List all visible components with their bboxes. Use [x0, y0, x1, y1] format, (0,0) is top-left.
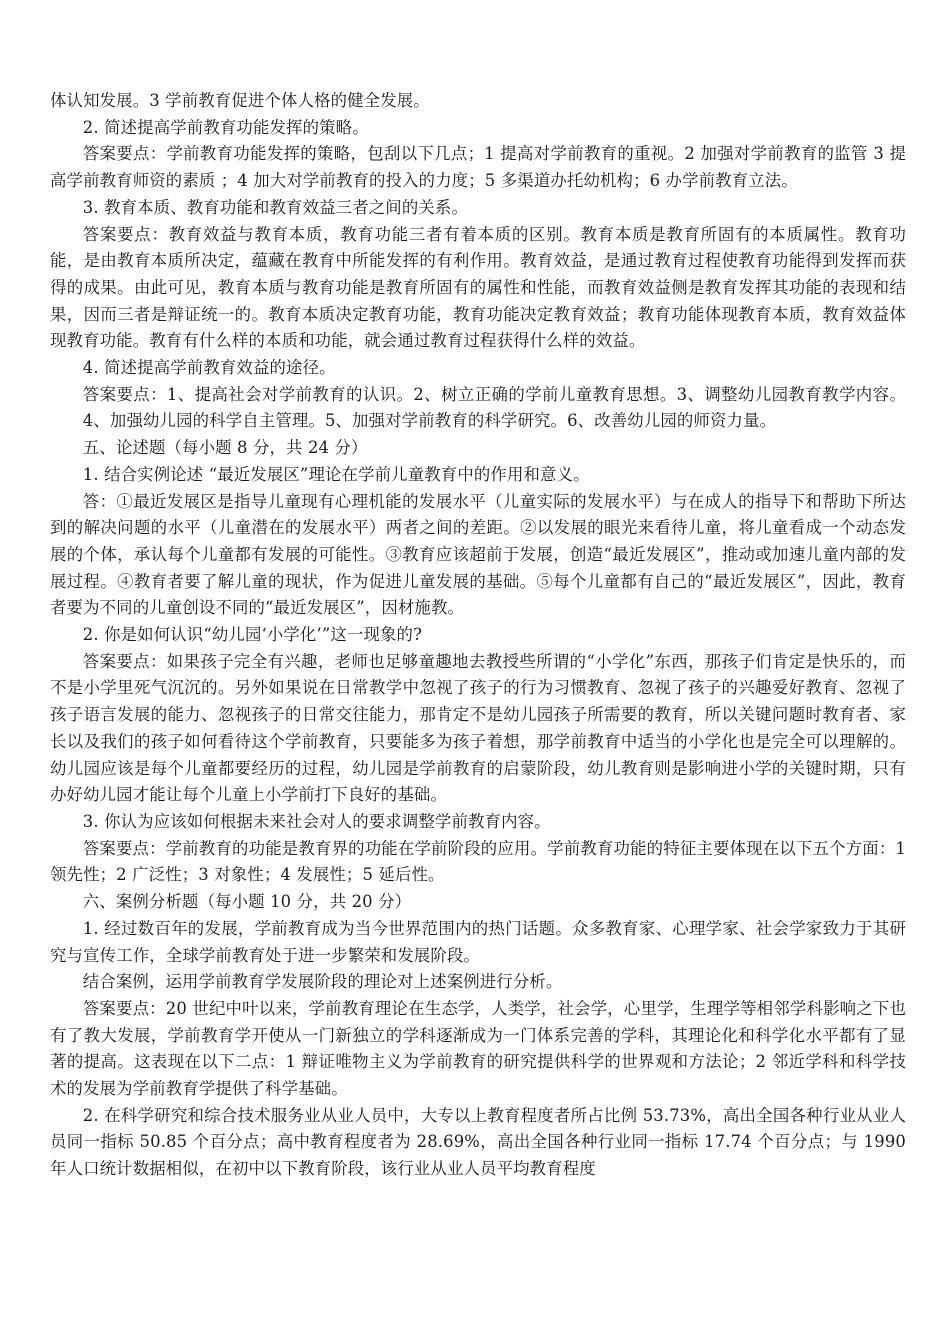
- document-paragraph: 答案要点：1、提高社会对学前教育的认识。2、树立正确的学前儿童教育思想。3、调整幼儿园教育教学内容。4、加强幼儿园的科学自主管理。5、加强对学前教育的科学研究。6、改善幼儿园的师资力量。: [82, 384, 906, 431]
- document-paragraph: 2. 简述提高学前教育功能发挥的策略。: [82, 117, 369, 137]
- document-paragraph: 2. 你是如何认识“幼儿园‘小学化’”这一现象的?: [82, 625, 423, 645]
- document-paragraph: 答案要点：学前教育功能发挥的策略，包刮以下几点；1 提高对学前教育的重视。2 加强对学前教育的监管 3 提高学前教育师资的素质 ；4 加大对学前教育的投入的力度；5 多渠道办托幼机构；6 办学前教育立法。: [50, 144, 906, 191]
- document-paragraph: 3. 你认为应该如何根据未来社会对人的要求调整学前教育内容。: [82, 811, 551, 831]
- document-paragraph: 五、论述题（每小题 8 分，共 24 分）: [82, 438, 368, 458]
- document-page: [50, 88, 906, 1183]
- document-paragraph: 4. 简述提高学前教育效益的途径。: [82, 358, 336, 378]
- document-paragraph: 结合案例，运用学前教育学发展阶段的理论对上述案例进行分析。: [82, 972, 563, 992]
- document-paragraph: 六、案例分析题（每小题 10 分，共 20 分）: [82, 892, 412, 912]
- document-paragraph: 1. 结合实例论述 “最近发展区”理论在学前儿童教育中的作用和意义。: [82, 464, 590, 484]
- document-paragraph: 答案要点：20 世纪中叶以来，学前教育理论在生态学，人类学，社会学，心里学，生理学等相邻学科影响之下也有了教大发展，学前教育学开使从一门新独立的学科逐渐成为一门体系完善的学科，其理论化和科学化水平都有了显著的提高。这表现在以下二点：1 辩证唯物主义为学前教育的研究提供科学的世界观和方法论；2 邻近学科和科学技术的发展为学前教育学提供了科学基础。: [50, 998, 906, 1099]
- document-paragraph: 3. 教育本质、教育功能和教育效益三者之间的关系。: [82, 197, 468, 217]
- document-paragraph: 2. 在科学研究和综合技术服务业从业人员中，大专以上教育程度者所占比例 53.73%，高出全国各种行业从业人员同一指标 50.85 个百分点；高中教育程度者为 28.69%，高出全国各种行业同一指标 17.74 个百分点；与 1990 年人口统计数据相似，在初中以下教育阶段，该行业从业人员平均教育程度: [50, 1105, 906, 1179]
- document-paragraph: 体认知发展。3 学前教育促进个体人格的健全发展。: [50, 91, 430, 110]
- document-paragraph: 答：①最近发展区是指导儿童现有心理机能的发展水平（儿童实际的发展水平）与在成人的指导下和帮助下所达到的解决问题的水平（儿童潜在的发展水平）两者之间的差距。②以发展的眼光来看待儿童，将儿童看成一个动态发展的个体，承认每个儿童都有发展的可能性。③教育应该超前于发展，创造“最近发展区”，推动或加速儿童内部的发展过程。④教育者要了解儿童的现状，作为促进儿童发展的基础。⑤每个儿童都有自己的“最近发展区”，因此，教育者要为不同的儿童创设不同的“最近发展区”，因材施教。: [50, 491, 906, 618]
- document-paragraph: 答案要点：教育效益与教育本质，教育功能三者有着本质的区别。教育本质是教育所固有的本质属性。教育功能，是由教育本质所决定，蕴藏在教育中所能发挥的有利作用。教育效益，是通过教育过程使教育功能得到发挥而获得的成果。由此可见，教育本质与教育功能是教育所固有的属性和性能，而教育效益侧是教育发挥其功能的表现和结果，因而三者是辩证统一的。教育本质决定教育功能，教育功能决定教育效益；教育功能体现教育本质，教育效益体现教育功能。教育有什么样的本质和功能，就会通过教育过程获得什么样的效益。: [50, 224, 906, 351]
- document-paragraph: 答案要点：如果孩子完全有兴趣，老师也足够童趣地去教授些所谓的“小学化”东西，那孩子们肯定是快乐的，而不是小学里死气沉沉的。另外如果说在日常教学中忽视了孩子的行为习惯教育、忽视了孩子的兴趣爱好教育、忽视了孩子语言发展的能力、忽视孩子的日常交往能力，那肯定不是幼儿园孩子所需要的教育，所以关键问题时教育者、家长以及我们的孩子如何看待这个学前教育，只要能多为孩子着想，那学前教育中适当的小学化也是完全可以理解的。幼儿园应该是每个儿童都要经历的过程，幼儿园是学前教育的启蒙阶段，幼儿教育则是影响进小学的关键时期，只有办好幼儿园才能让每个儿童上小学前打下良好的基础。: [50, 651, 906, 805]
- document-paragraph: 答案要点：学前教育的功能是教育界的功能在学前阶段的应用。学前教育功能的特征主要体现在以下五个方面：1 领先性；2 广泛性；3 对象性；4 发展性；5 延后性。: [50, 838, 906, 885]
- document-paragraph: 1. 经过数百年的发展，学前教育成为当今世界范围内的热门话题。众多教育家、心理学家、社会学家致力于其研究与宣传工作，全球学前教育处于进一步繁荣和发展阶段。: [50, 918, 906, 965]
